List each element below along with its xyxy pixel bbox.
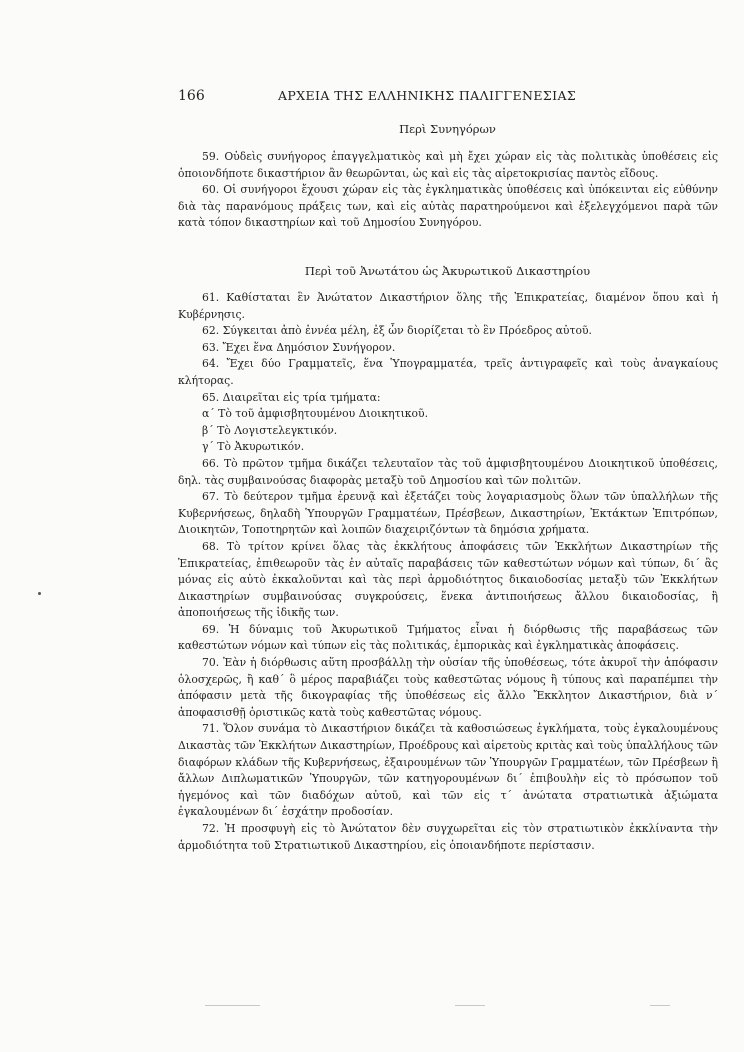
article-66: 66. Τὸ πρῶτον τμῆμα δικάζει τελευταῖον τὰς τοῦ ἀμφισβητουμένου Διοικητικοῦ ὑποθέσεις, δηλ. τὰς συμβαινούσας διαφορὰς μεταξὺ τοῦ Δημοσίου καὶ τῶν πολιτῶν. [178,456,718,487]
division-a: α΄ Τὸ τοῦ ἀμφισβητουμένου Διοικητικοῦ. [202,407,429,421]
page-number: 166 [178,88,205,104]
division-c: γ΄ Τὸ Ἀκυρωτικόν. [202,440,305,454]
article-62: 62. Σύγκειται ἀπὸ ἐννέα μέλη, ἐξ ὧν διορίζεται τὸ ἓν Πρόεδρος αὐτοῦ. [202,324,592,338]
division-b: β΄ Τὸ Λογιστελεγκτικόν. [202,423,338,437]
article-69: 69. Ἡ δύναμις τοῦ Ἀκυρωτικοῦ Τμήματος εἶναι ἡ διόρθωσις τῆς παραβάσεως τῶν καθεστώτων νόμων καὶ τύπων εἰς τὰς πολιτικάς, ἐμπορικὰς καὶ ἐγκληματικὰς ἀποφάσεις. [178,622,718,653]
section-body-advocates [178,149,718,232]
scan-artifact-line [650,1005,670,1006]
article-67: 67. Τὸ δεύτερον τμῆμα ἐρευνᾷ καὶ ἐξετάζει τοὺς λογαριασμοὺς ὅλων τῶν ὑπαλλήλων τῆς Κυβερνήσεως, δηλαδὴ Ὑπουργῶν Γραμματέων, Πρέσβεων, Δικαστηρίων, Ἐκτάκτων Ἐπιτρόπων, Διοικητῶν, Τοποτηρητῶν καὶ λοιπῶν διαχειριζόντων τὰ δημόσια χρήματα. [178,490,718,537]
scan-artifact-line [455,1005,485,1006]
scan-speck [38,592,41,595]
article-70: 70. Ἐὰν ἡ διόρθωσις αὕτη προσβάλλῃ τὴν οὐσίαν τῆς ὑποθέσεως, τότε ἀκυροῖ τὴν ἀπόφασιν ὁλοσχερῶς, ἢ καθ΄ ὃ μέρος παραβιάζει τοὺς καθεστῶτας νόμους ἢ τύπους καὶ παραπέμπει τὴν ἀπόφασιν μετὰ τῆς δικογραφίας τῆς ὑποθέσεως εἰς ἄλλο Ἔκκλητον Δικαστήριον, διὰ ν΄ ἀποφασισθῇ ὁριστικῶς κατὰ τοὺς καθεστῶτας νόμους. [178,656,718,719]
article-59: 59. Οὐδεὶς συνήγορος ἐπαγγελματικὸς καὶ μὴ ἔχει χώραν εἰς τὰς πολιτικὰς ὑποθέσεις εἰς ὁποιονδήποτε δικαστήριον ἂν θεωρῶνται, ὡς καὶ εἰς τὰς αἱρετοκρισίας παντὸς εἴδους. [178,150,718,180]
section-body-supreme-court [178,290,718,854]
article-72: 72. Ἡ προσφυγὴ εἰς τὸ Ἀνώτατον δὲν συγχωρεῖται εἰς τὸν στρατιωτικὸν ἐκκλίναντα τὴν ἁρμοδιότητα τοῦ Στρατιωτικοῦ Δικαστηρίου, εἰς ὁποιανδήποτε περίστασιν. [178,822,718,852]
article-61: 61. Καθίσταται ἓν Ἀνώτατον Δικαστήριον ὅλης τῆς Ἐπικρατείας, διαμένον ὅπου καὶ ἡ Κυβέρνησις. [178,291,718,321]
running-title: ΑΡΧΕΙΑ ΤΗΣ ΕΛΛΗΝΙΚΗΣ ΠΑΛΙΓΓΕΝΕΣΙΑΣ [278,88,577,103]
article-65: 65. Διαιρεῖται εἰς τρία τμήματα: [202,390,381,404]
article-63: 63. Ἔχει ἕνα Δημόσιον Συνήγορον. [202,340,396,354]
scan-artifact-line [205,1005,260,1006]
section-heading-advocates: Περὶ Συνηγόρων [399,122,496,136]
article-71: 71. Ὅλον συνάμα τὸ Δικαστήριον δικάζει τὰ καθοσιώσεως ἐγκλήματα, τοὺς ἐγκαλουμένους Δικαστὰς τῶν Ἐκκλήτων Δικαστηρίων, Προέδρους καὶ αἱρετοὺς κριτὰς καὶ τοὺς ὑπαλλήλους τῶν διαφόρων κλάδων τῆς Κυβερνήσεως, ἐξαιρουμένων τῶν Ὑπουργῶν Γραμματέων, τῶν Πρέσβεων ἢ ἄλλων Διπλωματικῶν Ὑπουργῶν, τῶν κατηγορουμένων δι΄ ἐπιβουλὴν εἰς τὸ πρόσωπον τοῦ ἡγεμόνος καὶ τῶν διαδόχων αὐτοῦ, καὶ τῶν εἰς τ΄ ἀνώτατα στρατιωτικὰ ἀξιώματα ἐγκαλουμένων δι΄ ἐσχάτην προδοσίαν. [178,722,718,819]
article-60: 60. Οἱ συνήγοροι ἔχουσι χώραν εἰς τὰς ἐγκληματικὰς ὑποθέσεις καὶ ὑπόκεινται εἰς εὐθύνην διὰ τὰς παρανόμους πράξεις των, καὶ εἰς αὐτὰς παρατηρούμενοι καὶ ἐξελεγχόμενοι παρὰ τῶν κατὰ τόπον δικαστηρίων καὶ τοῦ Δημοσίου Συνηγόρου. [178,183,718,230]
section-heading-supreme-court: Περὶ τοῦ Ἀνωτάτου ὡς Ἀκυρωτικοῦ Δικαστηρίου [304,264,591,278]
page-header [178,88,718,106]
article-68: 68. Τὸ τρίτον κρίνει ὅλας τὰς ἐκκλήτους ἀποφάσεις τῶν Ἐκκλήτων Δικαστηρίων τῆς Ἐπικρατείας, ἐπιθεωροῦν τὰς ἐν αὐταῖς παραβάσεις τῶν καθεστώτων νόμων καὶ τύπων, δι΄ ἃς μόνας εἰς αὐτὸ ἐκκαλοῦνται καὶ τὰς περὶ ἁρμοδιότητος δικαιοδοσίας μεταξὺ τῶν Ἐκκλήτων Δικαστηρίων συμβαινούσας συγκρούσεις, ἕνεκα ἀντιποιήσεως ἄλλου δικαιοδοσίας, ἢ ἀποποιήσεως τῆς ἰδικῆς των. [178,539,718,620]
article-64: 64. Ἔχει δύο Γραμματεῖς, ἕνα Ὑπογραμματέα, τρεῖς ἀντιγραφεῖς καὶ τοὺς ἀναγκαίους κλήτορας. [178,357,718,387]
